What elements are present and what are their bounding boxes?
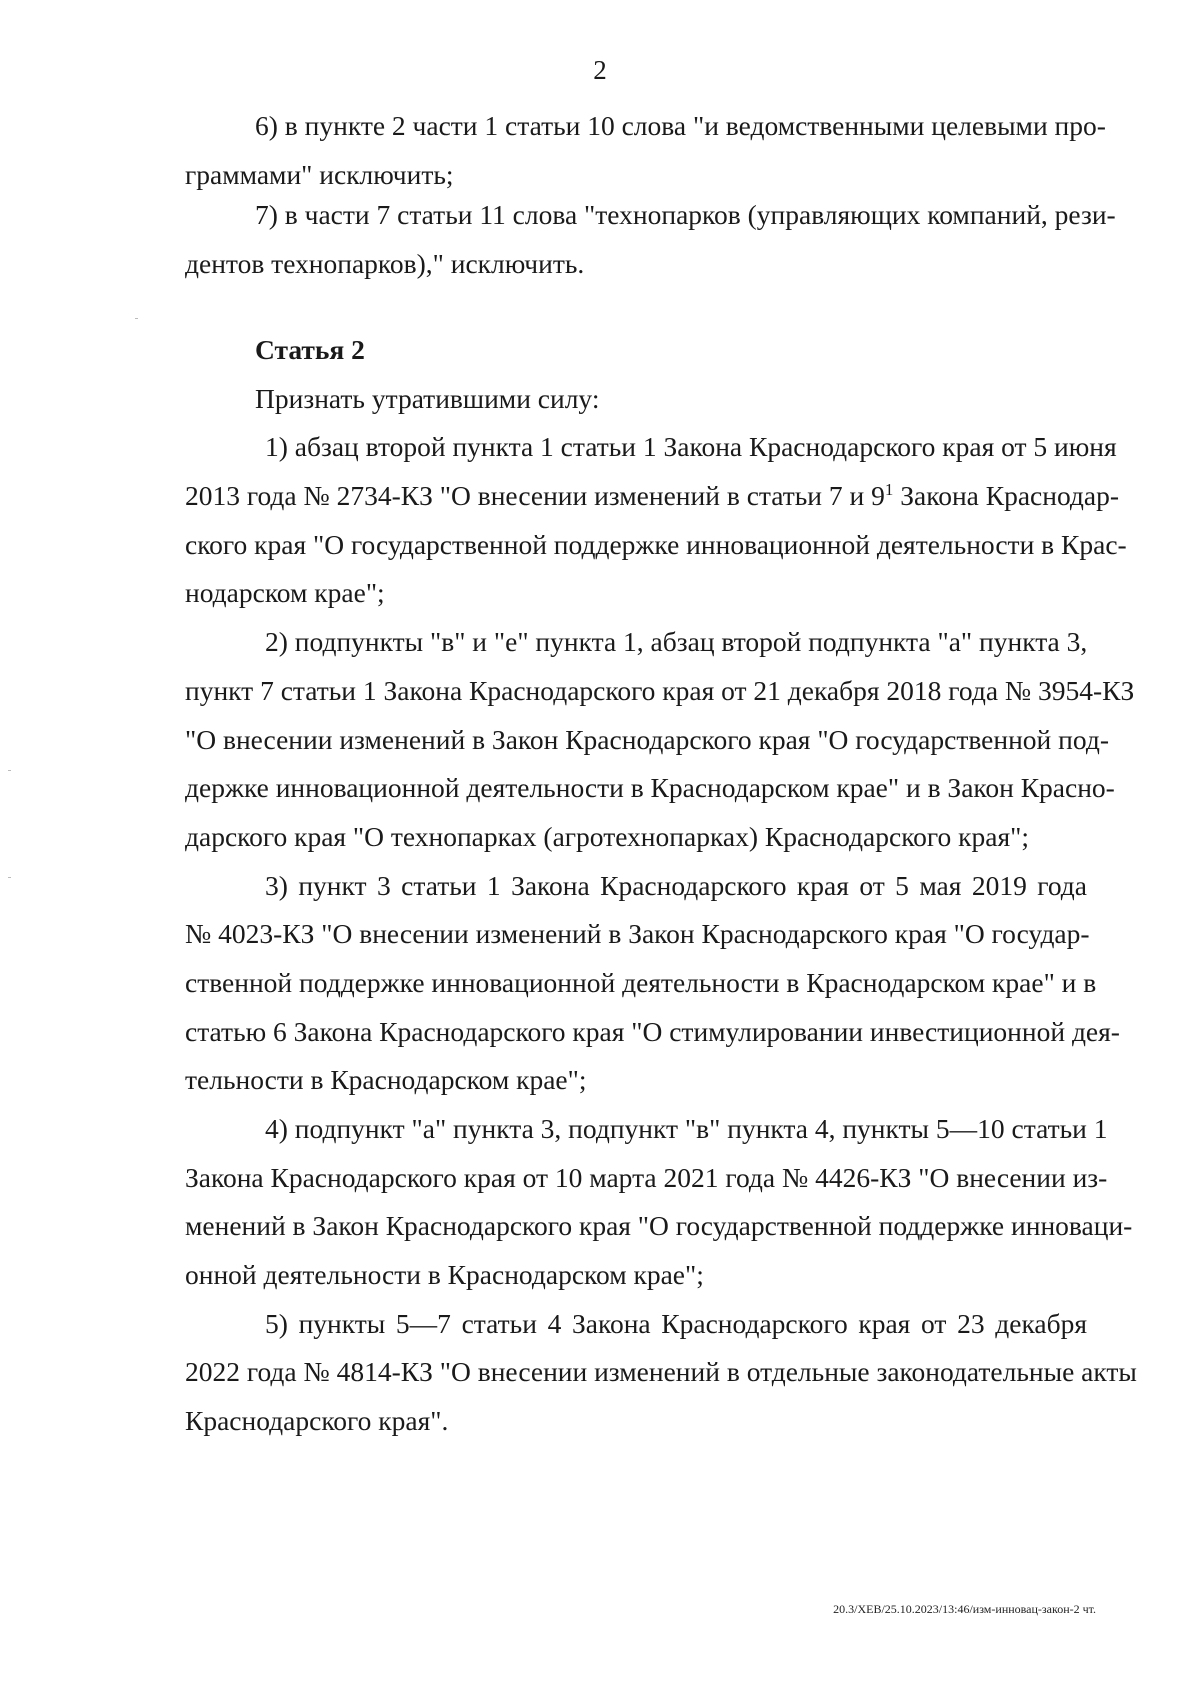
- article-item-1-line-2-text: 2013 года № 2734-КЗ "О внесении изменений в статьи 7 и 9: [185, 480, 885, 512]
- article-item-3-line-3: ственной поддержке инновационной деятельности в Краснодарском крае" и в: [185, 966, 1097, 998]
- article-item-1-line-3: ского края "О государственной поддержке инновационной деятельности в Крас-: [185, 528, 1127, 560]
- article-item-5-line-1: 5) пункты 5—7 статьи 4 Закона Краснодарского края от 23 декабря: [265, 1307, 1087, 1339]
- article-item-2-line-4: держке инновационной деятельности в Краснодарском крае" и в Закон Красно-: [185, 772, 1115, 804]
- article-item-5-line-3: Краснодарского края".: [185, 1405, 449, 1437]
- amendment-list-top: [185, 102, 1106, 199]
- article-item-2-line-5: дарского края "О технопарках (агротехнопарках) Краснодарского края";: [185, 820, 1029, 852]
- item-6-line-1: 6) в пункте 2 части 1 статьи 10 слова "и ведомственными целевыми про-: [255, 110, 1106, 141]
- article-item-3-line-4: статью 6 Закона Краснодарского края "О стимулировании инвестиционной дея-: [185, 1015, 1120, 1047]
- scan-speck: [135, 318, 138, 319]
- article-item-4-line-2: Закона Краснодарского края от 10 марта 2021 года № 4426-КЗ "О внесении из-: [185, 1161, 1108, 1193]
- article-item-1-line-2-tail: Закона Краснодар-: [893, 480, 1120, 512]
- item-7-line-2: дентов технопарков)," исключить.: [185, 247, 585, 279]
- item-7-line-1: 7) в части 7 статьи 11 слова "технопарков (управляющих компаний, рези-: [255, 199, 1116, 230]
- article-item-1-line-2: [185, 472, 1120, 521]
- article-item-1-line-1: 1) абзац второй пункта 1 статьи 1 Закона Краснодарского края от 5 июня: [265, 431, 1117, 463]
- article-heading: Статья 2: [255, 334, 365, 365]
- article-item-3-line-2: № 4023-КЗ "О внесении изменений в Закон Краснодарского края "О государ-: [185, 918, 1090, 950]
- article-intro: Признать утратившими силу:: [255, 382, 600, 414]
- article-item-2-line-3: "О внесении изменений в Закон Краснодарского края "О государственной под-: [185, 723, 1109, 755]
- article-item-3-line-5: тельности в Краснодарском крае";: [185, 1064, 587, 1096]
- scan-speck: [8, 770, 11, 771]
- article-item-1-line-4: нодарском крае";: [185, 577, 385, 609]
- article-item-2-line-1: 2) подпункты "в" и "е" пункта 1, абзац второй подпункта "а" пункта 3,: [265, 626, 1088, 658]
- article-item-3-line-1: 3) пункт 3 статьи 1 Закона Краснодарского края от 5 мая 2019 года: [265, 869, 1087, 901]
- article-item-4-line-1: 4) подпункт "а" пункта 3, подпункт "в" пункта 4, пункты 5—10 статьи 1: [265, 1113, 1108, 1144]
- article-2-block: [185, 326, 1137, 1446]
- article-item-4-line-4: онной деятельности в Краснодарском крае";: [185, 1259, 704, 1291]
- page-number: 2: [593, 55, 607, 85]
- article-item-2-line-2: пункт 7 статьи 1 Закона Краснодарского края от 21 декабря 2018 года № 3954-КЗ: [185, 674, 1135, 706]
- superscript-mark: 1: [884, 479, 894, 499]
- document-reference: 20.3/ХЕВ/25.10.2023/13:46/изм-инновац-закон-2 чт.: [833, 1602, 1096, 1616]
- scan-speck: [8, 877, 11, 878]
- amendment-list-top-7: [185, 191, 1116, 288]
- article-item-4-line-3: менений в Закон Краснодарского края "О государственной поддержке инноваци-: [185, 1210, 1133, 1242]
- article-item-5-line-2: 2022 года № 4814-КЗ "О внесении изменений в отдельные законодательные акты: [185, 1356, 1137, 1388]
- item-6-line-2: граммами" исключить;: [185, 158, 454, 190]
